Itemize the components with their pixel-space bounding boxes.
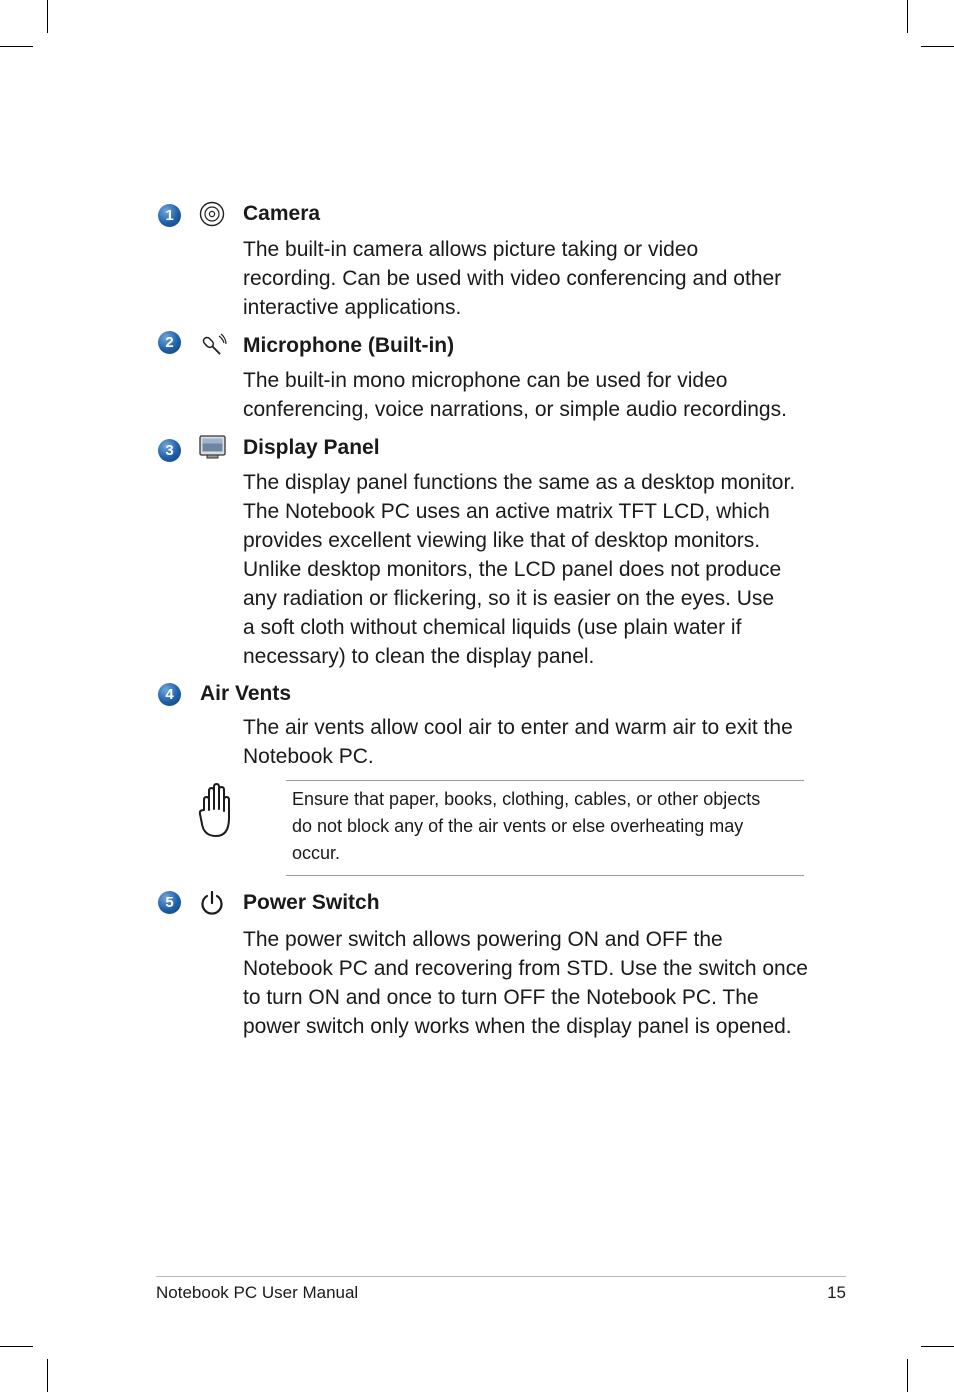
body-line: to turn ON and once to turn OFF the Notebook PC. The: [243, 986, 759, 1009]
section-body-microphone: [243, 366, 818, 424]
body-line: conferencing, voice narrations, or simple audio recordings.: [243, 398, 787, 421]
body-line: provides excellent viewing like that of desktop monitors.: [243, 529, 761, 552]
section-body-air-vents: [243, 713, 818, 771]
note-line: occur.: [292, 843, 341, 863]
item-number-badge: 3: [158, 439, 181, 462]
footer-divider: [156, 1276, 846, 1277]
camera-icon: [199, 201, 225, 227]
note-text: [292, 786, 797, 867]
body-line: The display panel functions the same as a desktop monitor.: [243, 471, 796, 494]
body-line: The air vents allow cool air to enter and warm air to exit the: [243, 716, 793, 739]
section-body-display: [243, 468, 818, 671]
body-line: The built-in mono microphone can be used for video: [243, 369, 728, 392]
section-title-camera: Camera: [243, 202, 321, 225]
item-number-badge: 1: [158, 204, 181, 227]
body-line: interactive applications.: [243, 296, 462, 319]
crop-mark: [0, 46, 33, 47]
power-icon: [199, 890, 225, 916]
body-line: any radiation or flickering, so it is easier on the eyes. Use: [243, 587, 775, 610]
footer-title: Notebook PC User Manual: [156, 1283, 359, 1302]
body-line: The built-in camera allows picture taking or video: [243, 238, 699, 261]
body-line: The Notebook PC uses an active matrix TFT LCD, which: [243, 500, 770, 523]
crop-mark: [907, 1359, 908, 1392]
note-line: Ensure that paper, books, clothing, cables, or other objects: [292, 789, 761, 809]
item-number-badge: 4: [158, 683, 181, 706]
section-body-camera: [243, 235, 818, 322]
crop-mark: [921, 1346, 954, 1347]
crop-mark: [47, 1359, 48, 1392]
page-number: 15: [827, 1283, 846, 1302]
body-line: Unlike desktop monitors, the LCD panel does not produce: [243, 558, 782, 581]
section-body-power-switch: [243, 925, 818, 1041]
crop-mark: [47, 0, 48, 33]
note-line: do not block any of the air vents or else overheating may: [292, 816, 744, 836]
body-line: necessary) to clean the display panel.: [243, 645, 595, 668]
microphone-icon: [199, 333, 227, 361]
section-title-air-vents: Air Vents: [200, 682, 292, 705]
section-title-microphone: Microphone (Built-in): [243, 334, 455, 357]
crop-mark: [921, 46, 954, 47]
item-number-badge: 5: [158, 891, 181, 914]
section-title-power-switch: Power Switch: [243, 891, 380, 914]
item-number-badge: 2: [158, 331, 181, 354]
display-icon: [199, 435, 226, 460]
body-line: a soft cloth without chemical liquids (use plain water if: [243, 616, 742, 639]
crop-mark: [907, 0, 908, 33]
section-title-display: Display Panel: [243, 436, 380, 459]
body-line: The power switch allows powering ON and OFF the: [243, 928, 723, 951]
body-line: Notebook PC.: [243, 745, 374, 768]
body-line: Notebook PC and recovering from STD. Use the switch once: [243, 957, 808, 980]
body-line: recording. Can be used with video conferencing and other: [243, 267, 782, 290]
body-line: power switch only works when the display panel is opened.: [243, 1015, 792, 1038]
hand-stop-icon: [196, 782, 242, 840]
crop-mark: [0, 1346, 33, 1347]
